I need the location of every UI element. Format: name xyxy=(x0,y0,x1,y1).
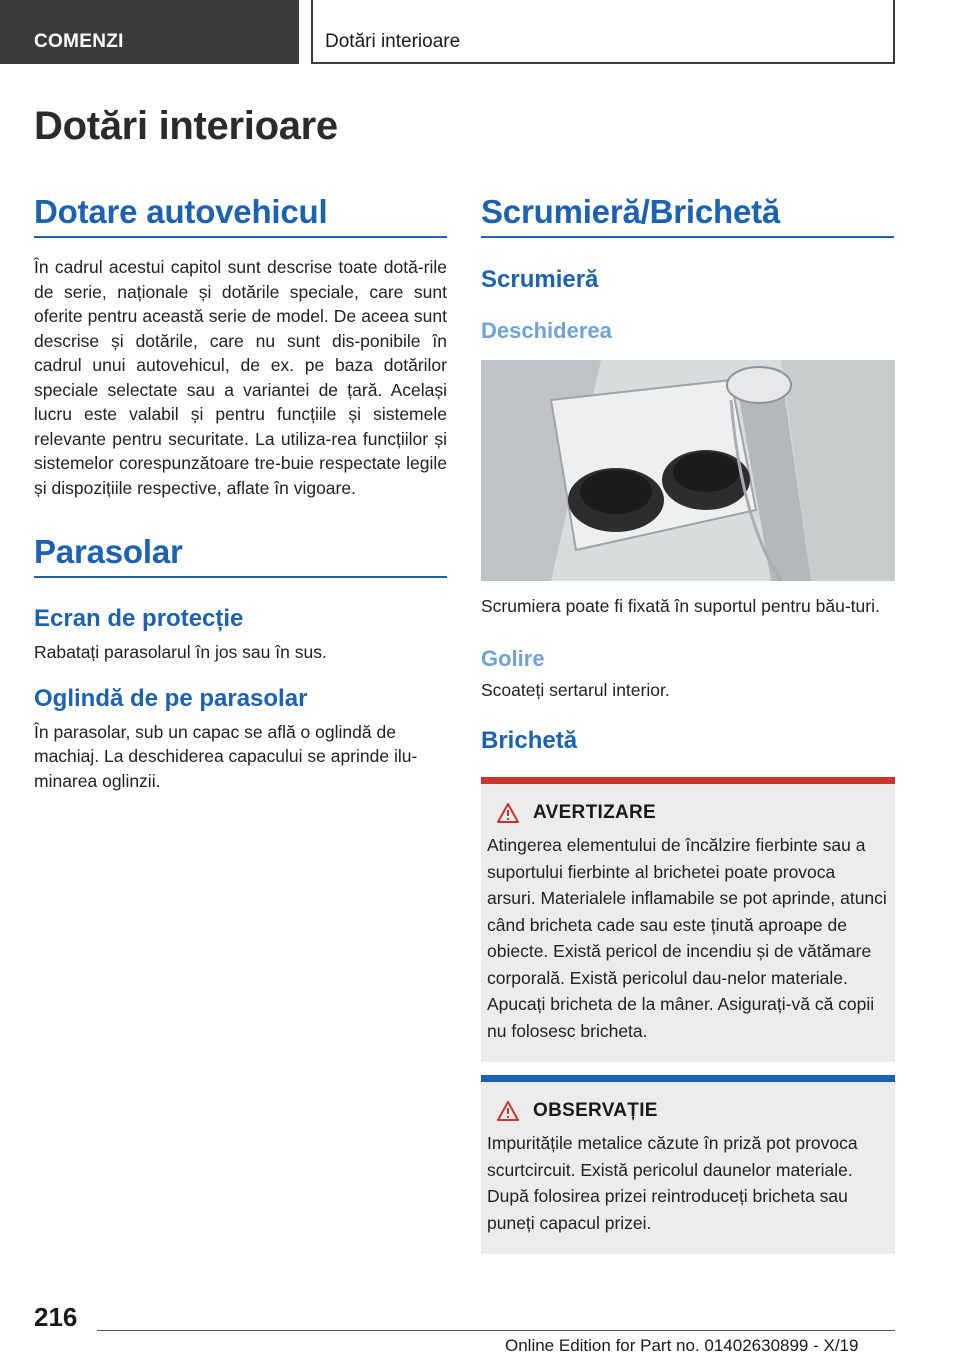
footer-edition: Online Edition for Part no. 01402630899 - X/19 xyxy=(505,1336,859,1355)
notice-title-row xyxy=(497,1100,887,1122)
page-title: Dotări interioare xyxy=(34,104,338,148)
sunvisor-heading: Parasolar xyxy=(34,530,447,578)
ashtray-heading: Scrumieră xyxy=(481,266,599,293)
notice-text: Impuritățile metalice căzute în priză pot provoca scurtcircuit. Există pericolul daunelor materiale. După folosirea prizei reintroduceți bricheta sau puneți capacul prizei. xyxy=(487,1133,858,1233)
footer-divider xyxy=(97,1330,895,1331)
ashtray-photo xyxy=(481,360,895,581)
vanity-mirror-heading: Oglindă de pe parasolar xyxy=(34,684,308,712)
header-section-label: COMENZI xyxy=(34,31,124,52)
warning-title-row xyxy=(497,802,887,824)
glare-shield-text: Rabatați parasolarul în jos sau în sus. xyxy=(34,642,327,662)
warning-box xyxy=(481,777,895,1062)
page-number: 216 xyxy=(34,1302,78,1332)
vehicle-equipment-paragraph: În cadrul acestui capitol sunt descrise toate dotă-rile de serie, naționale și dotările speciale, care sunt oferite pentru această serie de model. De aceea sunt descrise și dotările, care nu sunt dis-ponibile în cadrul unui autovehicul, de ex. pe baza dotărilor speciale selectate sau a variantei de țară. Același lucru este valabil și pentru funcțiile și sistemele relevante pentru securitate. La utiliza-rea funcțiilor și sistemelor corespunzătoare tre-buie respectate legile și dispozițiile respective, aflate în vigoare. xyxy=(34,257,447,498)
emptying-text: Scoateți sertarul interior. xyxy=(481,679,670,700)
notice-title: OBSERVAȚIE xyxy=(533,1100,658,1121)
right-column xyxy=(481,190,894,1254)
glare-shield-heading: Ecran de protecție xyxy=(34,605,244,632)
header-chapter-tab xyxy=(311,0,895,64)
cupholder-illustration xyxy=(481,360,895,581)
warning-triangle-icon xyxy=(497,803,519,823)
notice-box xyxy=(481,1075,895,1254)
header-section-tab xyxy=(0,0,299,64)
opening-heading: Deschiderea xyxy=(481,318,612,343)
ashtray-lighter-heading: Scrumieră/Brichetă xyxy=(481,190,894,238)
warning-text: Atingerea elementului de încălzire fierbinte sau a suportului fierbinte al brichetei poate provoca arsuri. Materialele inflamabile se pot aprinde, atunci când bricheta cade sau este ținută aproape de obiecte. Există pericol de incendiu și de vătămare corporală. Există pericolul dau-nelor materiale. Apucați bricheta de la mâner. Asigurați-vă că copii nu folosesc bricheta. xyxy=(487,835,887,1041)
left-column xyxy=(34,190,447,793)
vanity-mirror-text: În parasolar, sub un capac se află o oglindă de machiaj. La deschiderea capacului se aprinde ilu-minarea oglinzii. xyxy=(34,721,418,791)
warning-title: AVERTIZARE xyxy=(533,802,656,823)
header-chapter-label: Dotări interioare xyxy=(325,31,461,52)
ashtray-caption: Scrumiera poate fi fixată în suportul pentru bău-turi. xyxy=(481,596,880,616)
vehicle-equipment-heading: Dotare autovehicul xyxy=(34,190,447,238)
lighter-heading: Brichetă xyxy=(481,727,578,754)
notice-triangle-icon xyxy=(497,1101,519,1121)
emptying-heading: Golire xyxy=(481,645,545,671)
